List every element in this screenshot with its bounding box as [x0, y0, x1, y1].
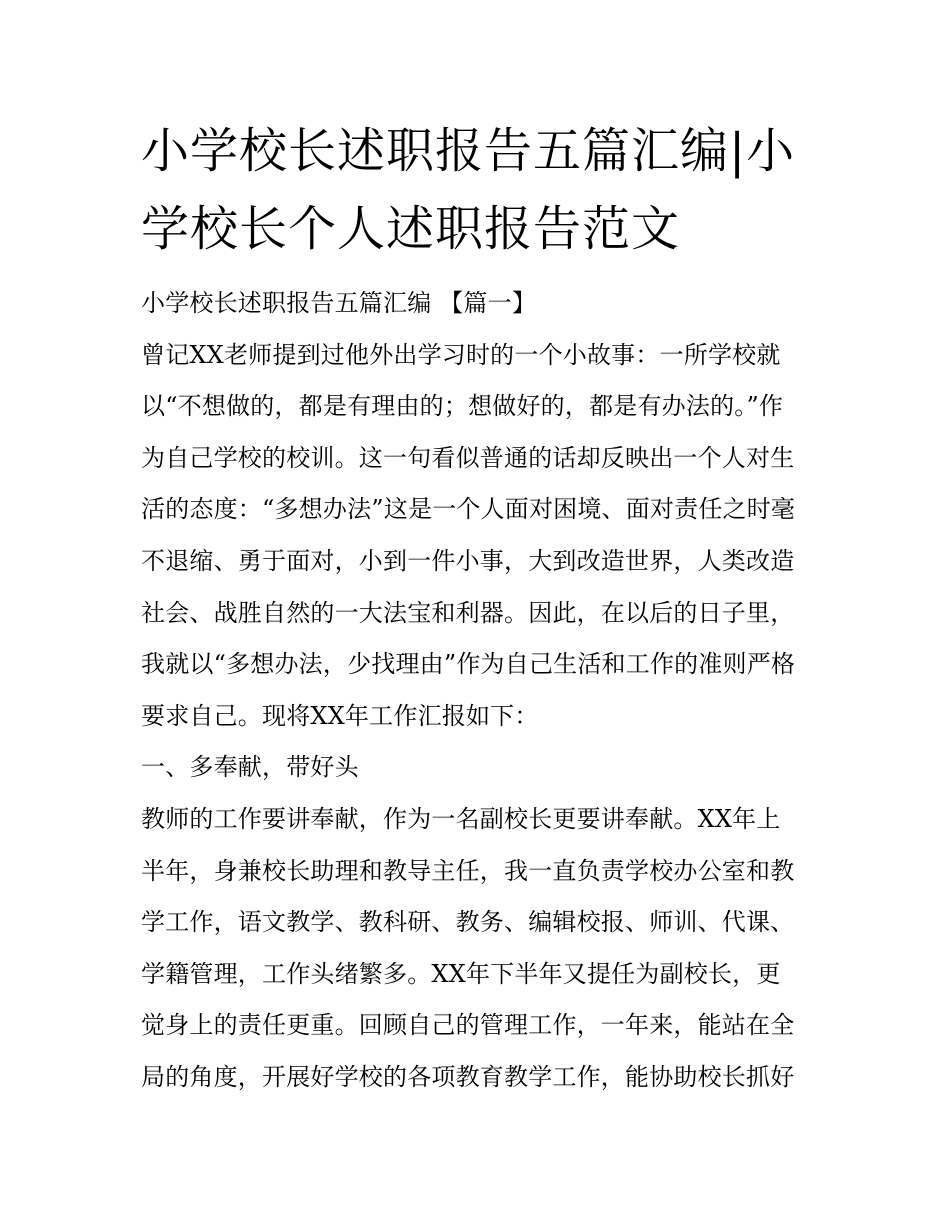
document-title [141, 112, 821, 268]
body-line: 以“不想做的，都是有理由的；想做好的，都是有办法的。”作 [141, 392, 784, 421]
title-line-2: 学校长个人述职报告范文 [141, 201, 681, 257]
section-heading: 小学校长述职报告五篇汇编 【篇一】 [141, 289, 537, 317]
document-body [141, 278, 821, 1104]
body-line: 曾记XX老师提到过他外出学习时的一个小故事：一所学校就 [141, 340, 781, 369]
body-line: 半年，身兼校长助理和教导主任，我一直负责学校办公室和教 [141, 856, 795, 885]
body-line: 我就以“多想办法，少找理由”作为自己生活和工作的准则严格 [141, 650, 796, 679]
body-line: 社会、战胜自然的一大法宝和利器。因此，在以后的日子里， [141, 598, 795, 627]
body-line: 学工作，语文教学、教科研、教务、编辑校报、师训、代课、 [141, 908, 795, 937]
body-line: 教师的工作要讲奉献，作为一名副校长更要讲奉献。XX年上 [141, 804, 781, 833]
body-line: 觉身上的责任更重。回顾自己的管理工作，一年来，能站在全 [141, 1011, 795, 1040]
body-line: 不退缩、勇于面对，小到一件小事，大到改造世界，人类改造 [141, 546, 795, 575]
body-line: 局的角度，开展好学校的各项教育教学工作，能协助校长抓好 [141, 1062, 795, 1091]
body-line: 为自己学校的校训。这一句看似普通的话却反映出一个人对生 [141, 443, 795, 472]
subsection-heading: 一、多奉献，带好头 [141, 753, 359, 782]
body-line: 活的态度：“多想办法”这是一个人面对困境、面对责任之时毫 [141, 495, 796, 524]
body-line: 要求自己。现将XX年工作汇报如下： [141, 701, 539, 730]
body-line: 学籍管理，工作头绪繁多。XX年下半年又提任为副校长，更 [141, 959, 781, 988]
title-line-1: 小学校长述职报告五篇汇编|小 [141, 123, 796, 179]
